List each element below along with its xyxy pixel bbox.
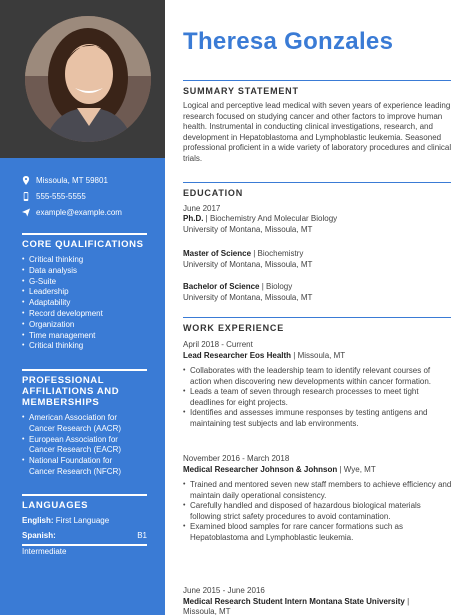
list-item [22,456,152,478]
education-degree [183,249,303,259]
language-proficiency-bar [22,544,147,546]
affiliations-heading [22,375,119,408]
job-title [183,597,409,607]
affiliations-heading-line: AFFILIATIONS AND [22,386,120,397]
summary-heading: SUMMARY STATEMENT [183,86,299,96]
list-item: • Organization [22,320,152,331]
affiliations-list [22,413,152,478]
education-heading: EDUCATION [183,188,244,198]
list-item [22,413,152,435]
profile-photo [25,16,151,142]
contact-location [22,176,108,185]
affiliations-heading-line: MEMBERSHIPS [22,397,100,408]
list-item: • Critical thinking [22,341,152,352]
core-qualifications-list [22,255,152,352]
divider [22,369,147,371]
language-level: B1 [137,531,147,540]
job-location: | [404,597,410,606]
language-english [22,516,109,525]
education-degree [183,214,337,224]
education-degree [183,282,292,292]
degree-field: | Biochemistry [251,249,304,258]
job-location: | Wye, MT [337,465,376,474]
education-school: University of Montana, Missoula, MT [183,293,313,302]
list-item: • Carefully handled and disposed of hazardous biological materials following strict safety procedures to avoid contamination. [183,501,453,522]
phone-text: 555-555-5555 [36,192,86,201]
divider [22,233,147,235]
list-item: • Leads a team of seven through research processes to meet tight deadlines for eight projects. [183,387,453,408]
list-item: • Time management [22,331,152,342]
affiliation-line: Cancer Research (EACR) [29,445,122,455]
language-label: English: [22,516,54,525]
work-experience-heading: WORK EXPERIENCE [183,323,285,333]
list-item: • Critical thinking [22,255,152,266]
email-text: example@example.com [36,208,122,217]
candidate-name: Theresa Gonzales [183,28,394,55]
divider [22,494,147,496]
degree-name: Master of Science [183,249,252,258]
degree-field: | Biology [259,282,293,291]
job-location-line: Missoula, MT [183,607,231,615]
divider [183,80,451,81]
affiliation-line: Cancer Research (AACR) [29,423,122,433]
job-bullets [183,366,453,430]
job-title [183,351,345,361]
contact-email [22,208,122,217]
job-bullets [183,480,453,544]
location-text: Missoula, MT 59801 [36,176,108,185]
phone-icon [22,192,30,201]
job-dates: April 2018 - Current [183,340,253,349]
job-title-text: Medical Research Student Intern Montana State University [183,597,405,606]
affiliations-heading-line: PROFESSIONAL [22,375,105,386]
list-item [22,435,152,457]
language-value: First Language [55,516,110,525]
degree-field: | Biochemistry And Molecular Biology [203,214,338,223]
list-item: • G-Suite [22,277,152,288]
job-title-text: Medical Researcher Johnson & Johnson [183,465,338,474]
send-icon [22,208,30,217]
location-pin-icon [22,176,30,185]
list-item: • Data analysis [22,266,152,277]
list-item: • Trained and mentored seven new staff members to achieve efficiency and maintain daily operational consistency. [183,480,453,501]
education-school: University of Montana, Missoula, MT [183,225,313,234]
job-dates: November 2016 - March 2018 [183,454,290,463]
affiliation-line: Cancer Research (NFCR) [29,466,122,476]
list-item: • Examined blood samples for rare cancer formations such as Hepatoblastoma and Lymphoblastic leukemia. [183,522,453,543]
affiliation-line: European Association for [29,434,118,444]
job-title-text: Lead Researcher Eos Health [183,351,292,360]
affiliation-line: American Association for [29,413,118,422]
languages-heading: LANGUAGES [22,500,89,511]
affiliation-line: National Foundation for [29,456,113,466]
degree-name: Bachelor of Science [183,282,260,291]
list-item: • Leadership [22,287,152,298]
job-title [183,465,376,475]
language-spanish-level-text: Intermediate [22,547,67,556]
job-location: | Missoula, MT [291,351,346,360]
divider [183,317,451,318]
job-dates: June 2015 - June 2016 [183,586,265,595]
core-qualifications-heading: CORE QUALIFICATIONS [22,239,144,250]
divider [183,182,451,183]
summary-text: Logical and perceptive lead medical with seven years of experience leading research focused on studying cancer and other factors to improve human health. Instrumental in conducting clinical investigations, research, and development in Hepatoblastoma and Lymphoblastic leukemia. Seasoned professional proficient in a wide variety of laboratory procedures and clinical trials. [183,101,452,163]
education-school: University of Montana, Missoula, MT [183,260,313,269]
language-spanish [22,531,147,540]
degree-name: Ph.D. [183,214,204,223]
list-item: • Record development [22,309,152,320]
list-item: • Identifies and assesses immune responses by testing antigens and maintaining test subjects and lab environments. [183,408,453,429]
list-item: • Adaptability [22,298,152,309]
language-label: Spanish: [22,531,56,540]
education-date: June 2017 [183,204,221,213]
list-item: • Collaborates with the leadership team to identify relevant courses of action when discovering new developments within cancer formation. [183,366,453,387]
contact-phone [22,192,86,201]
